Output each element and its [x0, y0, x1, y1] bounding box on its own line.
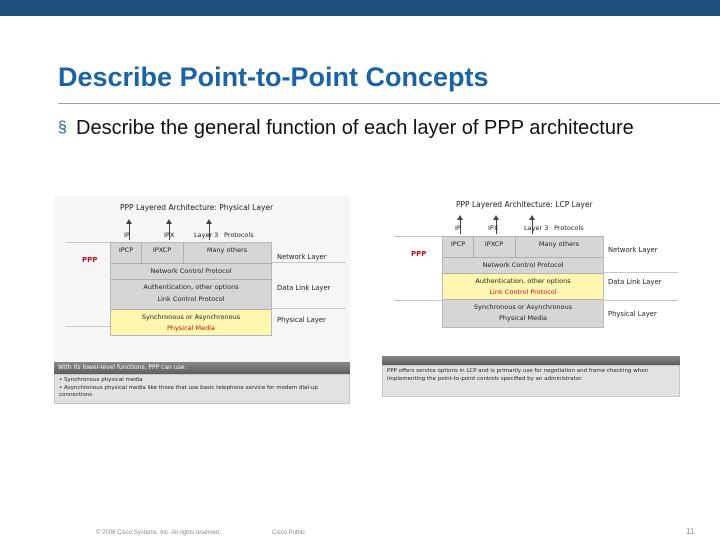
caption-header: With its lower-level functions, PPP can use: [54, 362, 350, 374]
protocol-stack [442, 236, 604, 328]
ipxcp-cell: IPXCP [152, 246, 172, 254]
lcp-cell: Link Control Protocol [157, 295, 225, 303]
ipcp-cell: IPCP [118, 246, 134, 254]
ppp-bracket-bottom [394, 300, 442, 301]
caption-line: • Synchronous physical media [59, 377, 143, 383]
protocols-label: Protocols [554, 224, 584, 232]
layer-separator [604, 272, 678, 273]
ipx-label: IPX [488, 224, 499, 232]
ppp-label: PPP [82, 256, 98, 264]
ppp-bracket-top [66, 242, 110, 243]
layer3-label: Layer 3 [194, 231, 219, 239]
protocol-stack [110, 242, 272, 336]
stack-divider [443, 299, 603, 300]
page-number: 11 [686, 527, 695, 536]
physical-layer-label: Physical Layer [608, 310, 657, 318]
many-others-cell: Many others [206, 246, 248, 254]
physical-layer-diagram [54, 196, 350, 404]
ppp-bracket-bottom [66, 326, 110, 327]
caption-text: PPP offers service options in LCP and is primarily use for negotiation and frame checking when implementing the point-to-point controls specified by an administrator. [387, 368, 649, 382]
top-bar [0, 0, 720, 16]
layer-separator [604, 300, 678, 301]
ipxcp-cell: IPXCP [484, 240, 504, 248]
classification-footer: Cisco Public [272, 530, 306, 536]
stack-divider [111, 309, 271, 310]
layer-separator [272, 308, 346, 309]
ppp-label: PPP [411, 250, 427, 258]
sync-cell: Synchronous or Asynchronous [473, 303, 573, 311]
ipcp-cell: IPCP [450, 240, 466, 248]
diagram-title: PPP Layered Architecture: LCP Layer [456, 200, 593, 209]
network-layer-label: Network Layer [277, 253, 327, 261]
bullet-text: Describe the general function of each layer of PPP architecture [76, 117, 634, 139]
lcp-layer-diagram [382, 196, 680, 400]
title-divider [58, 103, 720, 104]
media-cell: Physical Media [498, 314, 548, 322]
copyright-footer: © 2006 Cisco Systems, Inc. All rights reserved. [96, 530, 221, 536]
stack-divider [443, 257, 603, 258]
auth-cell: Authentication, other options [143, 283, 239, 291]
bullet-marker: § [58, 119, 67, 136]
ncp-cell: Network Control Protocol [482, 261, 564, 269]
lcp-cell: Link Control Protocol [489, 288, 557, 296]
physical-layer-label: Physical Layer [277, 316, 326, 324]
network-layer-label: Network Layer [608, 246, 658, 254]
ip-label: IP [124, 231, 130, 239]
many-others-cell: Many others [538, 240, 580, 248]
ip-label: IP [455, 224, 461, 232]
caption-box [382, 365, 680, 397]
datalink-layer-label: Data Link Layer [608, 278, 662, 286]
media-cell: Physical Media [166, 324, 216, 332]
ppp-bracket-top [394, 236, 442, 237]
datalink-layer-label: Data Link Layer [277, 284, 331, 292]
auth-cell: Authentication, other options [475, 277, 571, 285]
stack-divider [111, 263, 271, 264]
caption-box [54, 374, 350, 404]
diagram-title: PPP Layered Architecture: Physical Layer [120, 203, 274, 212]
sync-cell: Synchronous or Asynchronous [141, 313, 241, 321]
caption-header-bar [382, 356, 680, 365]
protocols-label: Protocols [224, 231, 254, 239]
layer3-label: Layer 3 [524, 224, 549, 232]
bullet-point [58, 115, 698, 141]
ncp-cell: Network Control Protocol [150, 267, 232, 275]
layer-separator [272, 262, 346, 263]
stack-divider [443, 273, 603, 274]
stack-divider [111, 279, 271, 280]
slide-title: Describe Point-to-Point Concepts [58, 62, 489, 92]
caption-line: • Asynchronous physical media like those that use basic telephone service for modem dial-up connections [59, 384, 318, 398]
ipx-label: IPX [164, 231, 175, 239]
